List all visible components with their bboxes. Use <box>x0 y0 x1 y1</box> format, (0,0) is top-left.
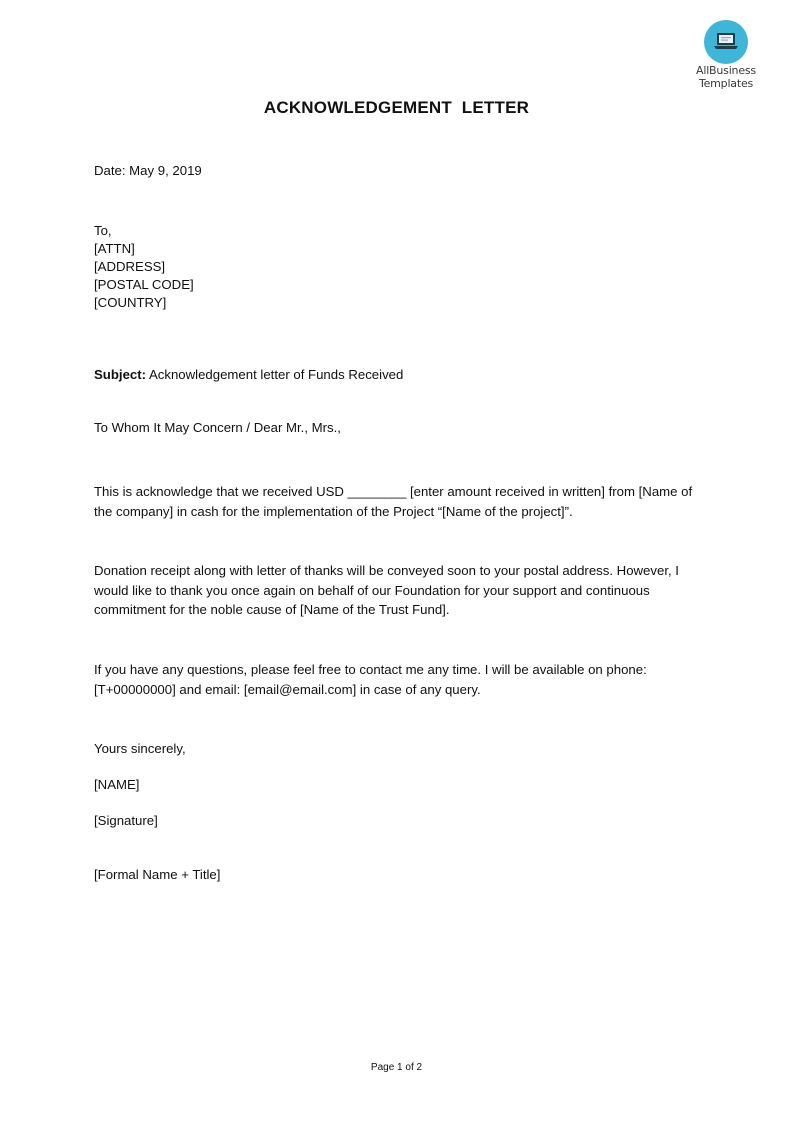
laptop-icon <box>704 20 748 64</box>
closing: Yours sincerely, <box>94 741 186 756</box>
paragraph-donation-receipt: Donation receipt along with letter of thanks will be conveyed soon to your postal address. However, I would like to thank you once again on behalf of our Foundation for your support and continuous commitment for the noble cause of [Name of the Trust Fund]. <box>94 563 679 617</box>
logo-text-line2: Templates <box>698 77 754 90</box>
address-country: [COUNTRY] <box>94 295 167 310</box>
sender-name: [NAME] <box>94 777 140 792</box>
allbusiness-templates-logo <box>690 20 762 90</box>
subject-text: Acknowledgement letter of Funds Received <box>146 367 404 382</box>
subject-line <box>94 365 403 385</box>
address-attn: [ATTN] <box>94 241 135 256</box>
formal-name-title: [Formal Name + Title] <box>94 867 221 882</box>
paragraph-contact: If you have any questions, please feel free to contact me any time. I will be available on phone: [T+00000000] and email: [email@email.com] in case of any query. <box>94 662 647 697</box>
logo-text-line1: AllBusiness <box>696 64 756 77</box>
page-number: Page 1 of 2 <box>370 1062 423 1073</box>
address-line: [ADDRESS] <box>94 259 166 274</box>
subject-label: Subject: <box>94 367 147 382</box>
letter-date: Date: May 9, 2019 <box>94 163 202 178</box>
salutation: To Whom It May Concern / Dear Mr., Mrs., <box>94 420 341 435</box>
letter-title: ACKNOWLEDGEMENT LETTER <box>263 98 530 117</box>
signature-placeholder: [Signature] <box>94 813 158 828</box>
paragraph-funds-received: This is acknowledge that we received USD ________ [enter amount received in written] from [Name of the company] in cash for the implementation of the Project “[Name of the project]”. <box>94 484 693 519</box>
address-to: To, <box>94 223 112 238</box>
address-postal-code: [POSTAL CODE] <box>94 277 194 292</box>
